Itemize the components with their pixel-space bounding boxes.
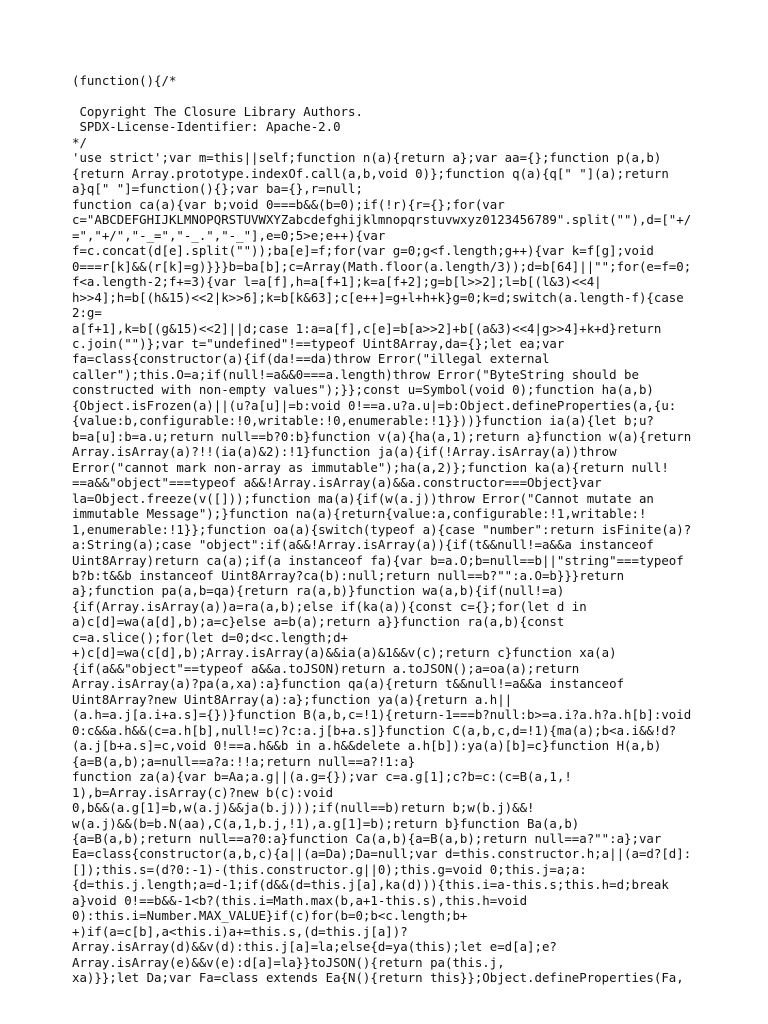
code-line: a}q[" "]=function(){};var ba={},r=null; xyxy=(72,181,363,197)
code-line: (a.h=a.j[a.i+a.s]={})}function B(a,b,c=!1){return-1===b?null:b>=a.i?a.h?a.h[b]:void xyxy=(72,707,692,723)
code-line: Array.isArray(a)?!!(ia(a)&2):!1}function ja(a){if(!Array.isArray(a))throw xyxy=(72,444,617,460)
code-line: Array.isArray(e)&&v(e):d[a]=la}}toJSON(){return pa(this.j, xyxy=(72,954,505,970)
code-line: function ca(a){var b;void 0===b&&(b=0);if(!r){r={};for(var xyxy=(72,196,505,212)
code-line: Array.isArray(a)?pa(a,xa):a}function qa(a){return t&&null!=a&&a instanceof xyxy=(72,676,625,692)
code-line: {a=B(a,b);a=null==a?a:!!a;return null==a?!1:a} xyxy=(72,753,416,769)
code-line: f<a.length-2;f+=3){var l=a[f],h=a[f+1];k=a[f+2];g=b[l>>2];l=b[(l&3)<<4| xyxy=(72,274,602,290)
code-line: b?b:t&&b instanceof Uint8Array?ca(b):null;return null==b?"":a.O=b}}}return xyxy=(72,568,625,583)
code-line: (function(){/* xyxy=(72,73,177,88)
code-line: b=a[u]:b=a.u;return null==b?0:b}function v(a){ha(a,1);return a}function w(a){return xyxy=(72,428,692,444)
code-line: Uint8Array)return ca(a);if(a instanceof fa){var b=a.O;b=null==b||"string"===typeof xyxy=(72,552,684,568)
code-line: a[f+1],k=b[(g&15)<<2]||d;case 1:a=a[f],c[e]=b[a>>2]+b[(a&3)<<4|g>>4]+k+d}return xyxy=(72,320,662,336)
code-line: caller");this.O=a;if(null!=a&&0===a.length)throw Error("ByteString should be xyxy=(72,366,639,382)
code-line: */ xyxy=(72,134,87,150)
code-line: 0,b&&(a.g[1]=b,w(a.j)&&ja(b.j)));if(null==b)return b;w(b.j)&&! xyxy=(72,800,535,816)
code-line: a:String(a);case "object":if(a&&!Array.isArray(a)){if(t&&null!=a&&a instanceof xyxy=(72,537,654,553)
code-line: Error("cannot mark non-array as immutable");ha(a,2)};function ka(a){return null! xyxy=(72,459,669,475)
code-line: f=c.concat(d[e].split(""));ba[e]=f;for(var g=0;g<f.length;g++){var k=f[g];void xyxy=(72,243,654,259)
code-line: 0:c&&a.h&&(c=a.h[b],null!=c)?c:a.j[b+a.s]}function C(a,b,c,d=!1){ma(a);b<a.i&&!d? xyxy=(72,722,677,738)
code-line: constructed with non-empty values");}};const u=Symbol(void 0);function ha(a,b) xyxy=(72,382,654,398)
code-line: c.join("")};var t="undefined"!==typeof Uint8Array,da={};let ea;var xyxy=(72,335,565,351)
code-line: +)if(a=c[b],a<this.i)a+=this.s,(d=this.j[a])? xyxy=(72,923,408,939)
code-document xyxy=(72,73,712,986)
code-line: {if(a&&"object"==typeof a&&a.toJSON)return a.toJSON();a=oa(a);return xyxy=(72,660,580,676)
code-line: 0===r[k]&&(r[k]=g)}}}b=ba[b];c=Array(Math.floor(a.length/3));d=b[64]||"";for(e=f=0; xyxy=(72,258,692,274)
code-line: +)c[d]=wa(c[d],b);Array.isArray(a)&&ia(a)&1&&v(c);return c}function xa(a) xyxy=(72,645,617,661)
code-line: a)c[d]=wa(a[d],b);a=c}else a=b(a);return a}}function ra(a,b){const xyxy=(72,614,565,630)
code-line: Array.isArray(d)&&v(d):this.j[a]=la;else{d=ya(this);let e=d[a];e? xyxy=(72,939,557,955)
code-line: {Object.isFrozen(a)||(u?a[u]|=b:void 0!==a.u?a.u|=b:Object.defineProperties(a,{u: xyxy=(72,397,677,413)
code-line: a};function pa(a,b=qa){return ra(a,b)}function wa(a,b){if(null!=a) xyxy=(72,583,565,599)
code-line: a}void 0!==b&&-1<b?(this.i=Math.max(b,a+1-this.s),this.h=void xyxy=(72,892,528,908)
code-line: w(a.j)&&(b=b.N(aa),C(a,1,b.j,!1),a.g[1]=b);return b}function Ba(a,b) xyxy=(72,815,580,831)
code-line: 1,enumerable:!1}};function oa(a){switch(typeof a){case "number":return isFinite(a)? xyxy=(72,521,692,537)
code-line: Ea=class{constructor(a,b,c){a||(a=Da);Da=null;var d=this.constructor.h;a||(a=d?[d]: xyxy=(72,846,692,862)
code-line: (a.j[b+a.s]=c,void 0!==a.h&&b in a.h&&delete a.h[b]):ya(a)[b]=c}function H(a,b) xyxy=(72,738,662,754)
code-line: {value:b,configurable:!0,writable:!0,enumerable:!1}}))}function ia(a){let b;u? xyxy=(72,413,654,429)
code-line: ==a&&"object"===typeof a&&!Array.isArray(a)&&a.constructor===Object}var xyxy=(72,475,602,491)
code-line: SPDX-License-Identifier: Apache-2.0 xyxy=(72,119,341,135)
code-line: {a=B(a,b);return null==a?0:a}function Ca(a,b){a=B(a,b);return null==a?"":a};var xyxy=(72,830,662,846)
code-line: c=a.slice();for(let d=0;d<c.length;d+ xyxy=(72,629,349,645)
code-line: function za(a){var b=Aa;a.g||(a.g={});var c=a.g[1];c?b=c:(c=B(a,1,! xyxy=(72,769,572,785)
code-line: =","+/","-_=","-_.","-_"],e=0;5>e;e++){var xyxy=(72,227,386,243)
code-line: c="ABCDEFGHIJKLMNOPQRSTUVWXYZabcdefghijklmnopqrstuvwxyz0123456789".split(""),d=["+/ xyxy=(72,212,692,228)
code-line: {return Array.prototype.indexOf.call(a,b,void 0)};function q(a){q[" "](a);return xyxy=(72,165,669,181)
code-line: 2:g= xyxy=(72,305,102,321)
code-line: xa)}};let Da;var Fa=class extends Ea{N(){return this}};Object.defineProperties(Fa, xyxy=(72,970,684,986)
code-line: fa=class{constructor(a){if(da!==da)throw Error("illegal external xyxy=(72,351,550,367)
code-line: {if(Array.isArray(a))a=ra(a,b);else if(ka(a)){const c={};for(let d in xyxy=(72,598,587,614)
code-line xyxy=(72,88,712,103)
code-line: h>>4];h=b[(h&15)<<2|k>>6];k=b[k&63];c[e++]=g+l+h+k}g=0;k=d;switch(a.length-f){case xyxy=(72,289,684,305)
code-line: 'use strict';var m=this||self;function n(a){return a};var aa={};function p(a,b) xyxy=(72,150,662,166)
code-line: la=Object.freeze(v([]));function ma(a){if(w(a.j))throw Error("Cannot mutate an xyxy=(72,490,654,506)
code-line: immutable Message");}function na(a){return{value:a,configurable:!1,writable:! xyxy=(72,506,647,522)
code-line: Copyright The Closure Library Authors. xyxy=(72,103,363,119)
code-line: Uint8Array?new Uint8Array(a):a};function ya(a){return a.h|| xyxy=(72,691,513,707)
code-line: []);this.s=(d?0:-1)-(this.constructor.g||0);this.g=void 0;this.j=a;a: xyxy=(72,861,587,877)
code-line: {d=this.j.length;a=d-1;if(d&&(d=this.j[a],ka(d))){this.i=a-this.s;this.h=d;break xyxy=(72,877,669,893)
code-line: 0):this.i=Number.MAX_VALUE}if(c)for(b=0;b<c.length;b+ xyxy=(72,908,468,924)
code-line: 1),b=Array.isArray(c)?new b(c):void xyxy=(72,784,334,800)
